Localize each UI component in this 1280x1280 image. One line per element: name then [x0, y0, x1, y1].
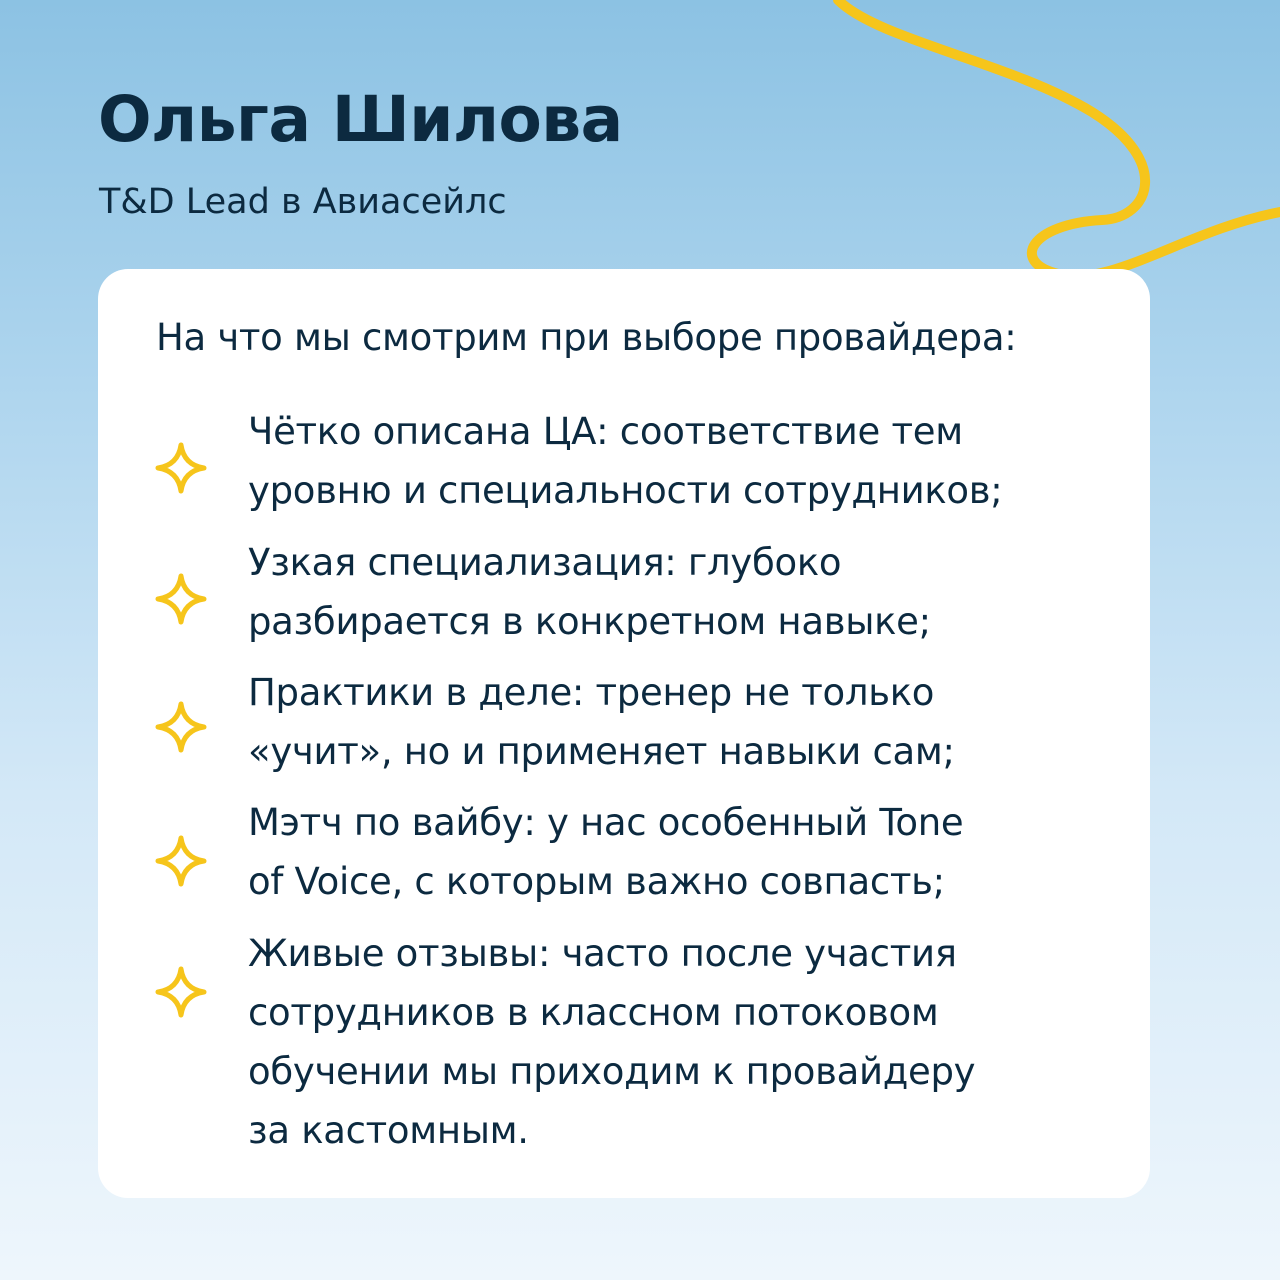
sparkle-icon	[153, 571, 209, 627]
person-name: Ольга Шилова	[98, 83, 623, 156]
content-card	[98, 269, 1150, 1198]
sparkle-icon	[153, 964, 209, 1020]
sparkle-icon	[153, 833, 209, 889]
criteria-line: сотрудников в классном потоковом	[248, 991, 939, 1034]
criteria-line: Живые отзывы: часто после участия	[248, 932, 957, 975]
criteria-line: за кастомным.	[248, 1109, 529, 1152]
sparkle-icon	[153, 440, 209, 496]
criteria-line: «учит», но и применяет навыки сам;	[248, 730, 955, 773]
person-role: T&D Lead в Авиасейлс	[99, 182, 507, 222]
criteria-line: разбирается в конкретном навыке;	[248, 600, 931, 643]
criteria-line: Мэтч по вайбу: у нас особенный Tone	[248, 801, 964, 844]
criteria-line: обучении мы приходим к провайдеру	[248, 1050, 976, 1093]
criteria-line: Чётко описана ЦА: соответствие тем	[248, 410, 963, 453]
sparkle-icon	[153, 699, 209, 755]
criteria-line: уровню и специальности сотрудников;	[248, 469, 1003, 512]
card-intro: На что мы смотрим при выборе провайдера:	[156, 316, 1017, 359]
criteria-line: of Voice, с которым важно совпасть;	[248, 860, 945, 903]
criteria-line: Практики в деле: тренер не только	[248, 671, 935, 714]
criteria-line: Узкая специализация: глубоко	[248, 541, 842, 584]
